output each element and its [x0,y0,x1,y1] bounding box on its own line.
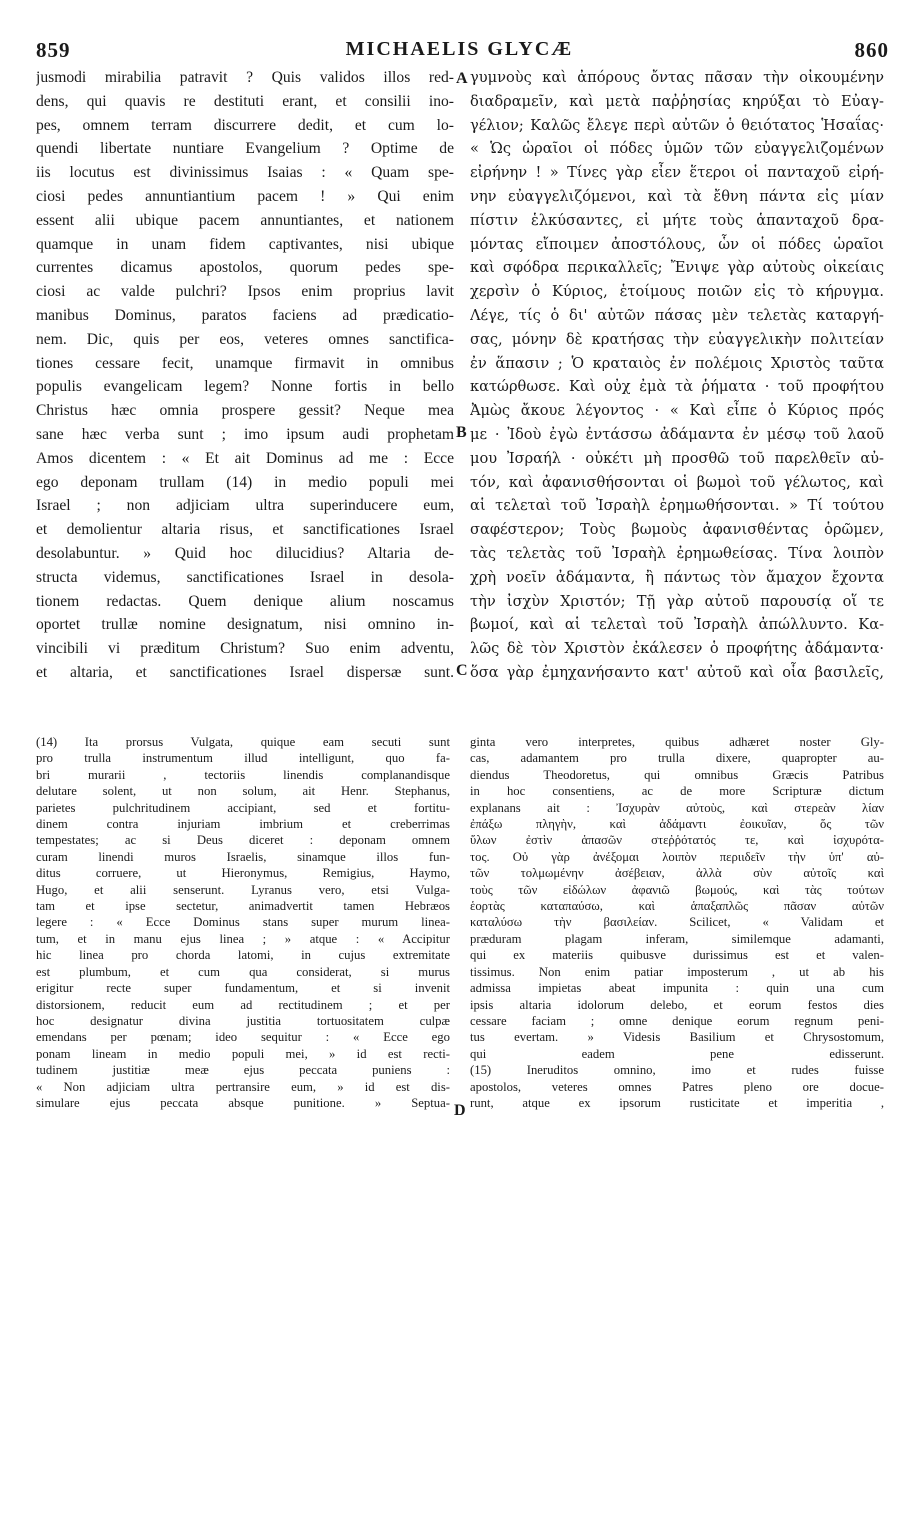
text-line: sane hæc verba sunt ; imo ipsum audi prophetam [36,425,454,443]
text-line: oportet trullæ nomine designatum, nisi omnino in- [36,616,454,634]
text-line: runt, atque ex ipsorum rusticitate et imperitia , [470,1095,884,1110]
text-line: tum, et in manu ejus linea ; » atque : « Accipitur [36,931,450,946]
text-line: dens, qui quavis re destituti erant, et consilii ino- [36,92,454,110]
text-line: vincibili vi præditum Christum? Suo enim adventu, [36,640,454,658]
text-line: Israel ; non adjiciam ultra superinducere eum, [36,497,454,515]
text-line: qui eadem pene edisserunt. [470,1046,884,1061]
latin-column [36,66,454,680]
text-line: ὅσα γὰρ ἐμηχανήσαντο κατ' αὐτοῦ καὶ οἷα βασιλεῖς, [470,663,884,680]
margin-marker-c: C [456,662,468,679]
text-line: est plumbum, et cum qua considerat, si murus [36,964,450,979]
text-line: λῶς δὲ τὸν Χριστὸν ἐκάλεσεν ὁ προφήτης ἀδάμαντα· [470,640,884,658]
text-line: Amos dicentem : « Et ait Dominus ad me : Ecce [36,449,454,467]
text-line: τοὺς τῶν εἰδώλων ἀφανιῶ βωμούς, καὶ τὰς τούτων [470,882,884,897]
text-line: manibus Dominus, paratos faciens ad prædicatio- [36,306,454,324]
text-line: διαδραμεῖν, καὶ μετὰ παῤῥησίας κηρύξαι τὸ Εὐαγ- [470,92,884,110]
text-line: ἑορτὰς καταπαύσω, καὶ ἁπαξαπλῶς πᾶσαν αὐτῶν [470,899,884,914]
text-line: ἐν ἅπασιν ; Ὁ κραταιὸς ἐν πολέμοις Χριστὸς ταῦτα [470,354,884,372]
text-line: quamque in unam fidem captivantes, nisi ubique [36,235,454,253]
text-line: τὴν ἰσχὺν Χριστόν; Τῇ γὰρ αὐτοῦ παρουσίᾳ οἵ τε [470,592,884,610]
text-line: νην εὐαγγελιζόμενοι, καὶ τὰ ἔθνη πάντα εἰς μίαν [470,187,884,205]
text-line: βωμοί, καὶ αἱ τελεταὶ τοῦ Ἰσραὴλ ἀπώλλυντο. Κα- [470,616,884,634]
text-line: legere : « Ecce Dominus stans super murum linea- [36,915,450,930]
text-line: apostolos, veteres omnes Patres pleno ore docue- [470,1079,884,1094]
text-line: Christus hæc omnia prospere gessit? Neque mea [36,402,454,420]
margin-marker-b: B [456,424,467,441]
text-line: tempestates; ac si Deus diceret : deponam omnem [36,833,450,848]
text-line: et demolientur altaria risus, et sanctificationes Israel [36,521,454,539]
text-line: εἰρήνην ! » Τίνες γὰρ εἶεν ἕτεροι οἱ πανταχοῦ εἰρή- [470,164,884,182]
text-line: σας, μόνην δὲ κρατήσας τὴν εὐαγγελικὴν πολιτείαν [470,330,884,348]
text-line: cas, adamantem pro trulla dixere, quapropter au- [470,751,884,766]
text-line: distorsionem, reducit eum ad rectitudinem ; et per [36,997,450,1012]
text-line: jusmodi mirabilia patravit ? Quis validos illos red- [36,69,454,86]
text-line: γυμνοὺς καὶ ἀπόρους ὄντας πᾶσαν τὴν οἰκουμένην [470,69,884,86]
text-line: hoc designatur divina justitia tortuositatem culpæ [36,1013,450,1028]
text-line: Λέγε, τίς ὁ δι' αὐτῶν πάσας μὲν τελετὰς καταργή- [470,306,884,324]
text-line: ponam lineam in medio populi mei, » id est recti- [36,1046,450,1061]
text-line: essent alii ubique pacem annuntiantes, et nationem [36,211,454,229]
footnote-right [470,734,884,1494]
text-line: populis evangelicam legem? Nonne fortis in bello [36,378,454,396]
text-line: σαφέστερον; Τοὺς βωμοὺς ἀφανισθέντας ὁρῶμεν, [470,521,884,539]
text-line: tiones cessare fecit, unamque firmavit in omnibus [36,354,454,372]
text-line: τῶν τολμωμένην ἀσέβειαν, ἀλλὰ σὺν αὐτοῖς καὶ [470,866,884,881]
text-line: simulare ejus peccata absque punitione. » Septua- [36,1095,450,1110]
text-line: καταλύσω τὴν βασιλείαν. Scilicet, « Validam et [470,915,884,930]
text-line: Ἀμὼς ἄκουε λέγοντος · « Καὶ εἶπε ὁ Κύριος πρός [470,402,884,420]
text-line: delutare solent, ut non solum, ait Henr. Stephanus, [36,784,450,799]
text-line: με · Ἰδοὺ ἐγὼ ἐντάσσω ἀδάμαντα ἐν μέσῳ τοῦ λαοῦ [470,425,884,443]
text-line: τος. Οὐ γὰρ ἀνέξομαι λοιπὸν περιιδεῖν τὴν ὑπ' αὐ- [470,849,884,864]
text-line: qui ex materiis quibusve durissimus est et valen- [470,948,884,963]
text-line: Hugo, et alii senserunt. Lyranus vero, etsi Vulga- [36,882,450,897]
text-line: (14) Ita prorsus Vulgata, quique eam secuti sunt [36,735,450,749]
text-line: curam linendi muros Israelis, sinamque illos fun- [36,849,450,864]
text-line: κατώρθωσε. Καὶ οὐχ ἐμὰ τὰ ῥήματα · τοῦ προφήτου [470,378,884,396]
text-line: ἐπάξω πληγὴν, καὶ ἀδάμαντι ἐοικυῖαν, ὅς τῶν [470,817,884,832]
text-line: desolabuntur. » Quid hoc dilucidius? Altaria de- [36,544,454,562]
margin-marker-a: A [456,70,468,87]
text-line: emendans per pœnam; ideo sequitur : « Ecce ego [36,1030,450,1045]
text-line: μου Ἰσραήλ · οὐκέτι μὴ προσθῶ τοῦ παρελθεῖν αὐ- [470,449,884,467]
text-line: « Ὡς ὡραῖοι οἱ πόδες ὑμῶν τῶν εὐαγγελιζομένων [470,140,884,158]
text-line: ὕλων ἐστὶν ἁπασῶν στεῤῥότατός τε, καὶ ἰσχυρότα- [470,833,884,848]
text-line: ipsis altaria idolorum delebo, et eorum festos dies [470,997,884,1012]
text-line: τὰς τελετὰς τοῦ Ἰσραὴλ ἐρημωθείσας. Τίνα λοιπὸν [470,544,884,562]
text-line: χερσὶν ὁ Κύριος, ἑτοίμους ποιῶν εἰς τὸ κήρυγμα. [470,283,884,301]
text-line: « Non adjiciam ultra pertransire eum, » id est dis- [36,1079,450,1094]
text-line: diendus Theodoretus, qui omnibus Græcis Patribus [470,767,884,782]
text-line: ego deponam trullam (14) in medio populi mei [36,473,454,491]
text-line: in hoc consentiens, ac de more Scripturæ dictum [470,784,884,799]
text-line: μόντας εἴποιμεν ἀποστόλους, ὧν οἱ πόδες ὡραῖοι [470,235,884,253]
text-line: tam et ipse sectetur, animadvertit tamen Hebræos [36,899,450,914]
text-line: parietes pulchritudinem accipiant, sed et fortitu- [36,800,450,815]
text-line: cessare faciam ; omne denique eorum regnum peni- [470,1013,884,1028]
margin-marker-d: D [454,1102,466,1119]
text-line: dinem contra injuriam imbrium et creberrimas [36,817,450,832]
text-line: pes, omnem terram discurrere dedit, et cum lo- [36,116,454,134]
text-line: αἱ τελεταὶ τοῦ Ἰσραὴλ ἐρημωθήσονται. » Τί τούτου [470,497,884,515]
text-line: præduram plagam inferam, similemque adamanti, [470,931,884,946]
text-line: erigitur recte super fundamentum, et si invenit [36,981,450,996]
text-line: χρὴ νοεῖν ἀδάμαντα, ἢ πάντως τὸν ἄμαχον ἔχοντα [470,568,884,586]
text-line: tus evertam. » Videsis Basilium et Chrysostomum, [470,1030,884,1045]
text-line: pro trulla instrumentum illud intelligunt, quo fa- [36,751,450,766]
text-line: καὶ σφόδρα περικαλλεῖς; Ἔνιψε γὰρ αὐτοὺς οἰκείαις [470,259,884,277]
text-line: currentes dicamus apostolos, quorum pedes spe- [36,259,454,277]
text-line: quendi libertate nuntiare Evangelium ? Optime de [36,140,454,158]
text-line: tissimus. Non enim patiar imposterum , ut ab his [470,964,884,979]
page-number-left: 859 [36,38,71,62]
text-line: (15) Ineruditos omnino, imo et rudes fuisse [470,1063,884,1078]
text-line: explanans ait : Ἰσχυρὰν αὐτοὺς, καὶ στερεὰν λίαν [470,800,884,815]
text-line: ditus corruere, ut Hieronymus, Remigius, Haymo, [36,866,450,881]
greek-column [470,66,884,680]
text-line: et altaria, et sanctificationes Israel dispersæ sunt. [36,663,454,680]
running-title: MICHAELIS GLYCÆ [345,38,574,60]
text-line: τόν, καὶ ἀφανισθήσονται οἱ βωμοὶ τοῦ γέλωτος, καὶ [470,473,884,491]
text-line: ginta vero interpretes, quibus adhæret noster Gly- [470,735,884,749]
text-line: admissa impietas abeat impunita : quin una cum [470,981,884,996]
text-line: tionem redactas. Quem denique alium noscamus [36,592,454,610]
text-line: structa videmus, sanctificationes Israel in desola- [36,568,454,586]
text-line: tudinem justitiæ meæ ejus peccata puniens : [36,1063,450,1078]
text-line: bri murarii , tectoriis linendis complanandisque [36,767,450,782]
text-line: γέλιον; Καλῶς ἔλεγε περὶ αὐτῶν ὁ θειότατος Ἡσαΐας· [470,116,884,134]
footnote-left [36,734,450,1494]
text-line: iis locutus est divinissimus Isaias : « Quam spe- [36,164,454,182]
text-line: nem. Dic, quis per eos, veteres omnes sanctifica- [36,330,454,348]
text-line: πίστιν ἑλκύσαντες, εἰ μήτε τοὺς ἁπανταχοῦ δρα- [470,211,884,229]
page-number-right: 860 [854,38,889,62]
text-line: ciosi ac valde pulchri? Ipsos enim proprius lavit [36,283,454,301]
text-line: ciosi pedes annuntiantium pacem ! » Qui enim [36,187,454,205]
text-line: hic linea pro chorda latomi, in cujus extremitate [36,948,450,963]
